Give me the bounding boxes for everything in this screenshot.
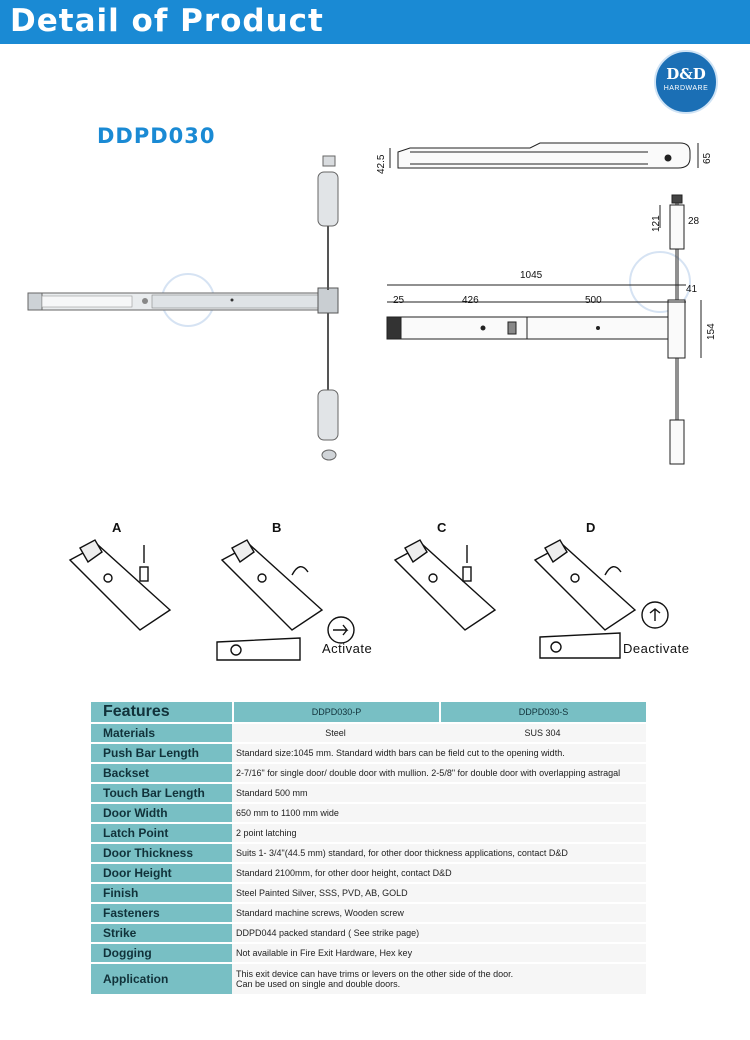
row-label: Backset xyxy=(91,764,232,782)
table-row xyxy=(91,764,646,782)
row-label: Push Bar Length xyxy=(91,744,232,762)
dim-seg-426: 426 xyxy=(462,295,479,306)
dim-top-height-left: 42.5 xyxy=(376,154,387,174)
table-row xyxy=(91,804,646,822)
table-row xyxy=(91,724,646,742)
row-value: Not available in Fire Exit Hardware, Hex key xyxy=(232,944,646,962)
row-value: Standard 500 mm xyxy=(232,784,646,802)
features-table xyxy=(91,700,646,996)
dim-head-41: 41 xyxy=(686,284,698,295)
row-label: Latch Point xyxy=(91,824,232,842)
row-value: Suits 1- 3/4"(44.5 mm) standard, for other door thickness applications, contact D&D xyxy=(232,844,646,862)
table-row xyxy=(91,744,646,762)
table-row xyxy=(91,964,646,994)
step-d-caption: Deactivate xyxy=(623,641,690,656)
row-value: Standard 2100mm, for other door height, contact D&D xyxy=(232,864,646,882)
row-label: Application xyxy=(91,964,232,994)
table-row xyxy=(91,884,646,902)
row-value xyxy=(232,964,646,994)
dim-rod-28: 28 xyxy=(688,216,700,227)
table-row xyxy=(91,824,646,842)
application-line-1: This exit device can have trims or levers on the other side of the door. xyxy=(236,969,514,979)
column-p: DDPD030-P xyxy=(232,702,439,722)
row-label: Strike xyxy=(91,924,232,942)
step-d-label: D xyxy=(586,520,596,535)
row-value: 650 mm to 1100 mm wide xyxy=(232,804,646,822)
page-title: Detail of Product xyxy=(10,3,324,39)
row-value-p: Steel xyxy=(232,724,439,742)
dim-end-25: 25 xyxy=(393,295,405,306)
step-a-label: A xyxy=(112,520,122,535)
row-label: Touch Bar Length xyxy=(91,784,232,802)
row-value: DDPD044 packed standard ( See strike page) xyxy=(232,924,646,942)
dim-top-height-right: 65 xyxy=(702,152,713,164)
product-model: DDPD030 xyxy=(97,124,216,148)
application-line-2: Can be used on single and double doors. xyxy=(236,979,401,989)
row-label: Door Height xyxy=(91,864,232,882)
row-label: Door Width xyxy=(91,804,232,822)
dim-rod-121: 121 xyxy=(651,215,662,232)
row-value-s: SUS 304 xyxy=(439,724,646,742)
features-header-row xyxy=(91,702,646,722)
row-value: 2-7/16" for single door/ double door with mullion. 2-5/8" for double door with overlapping astragal xyxy=(232,764,646,782)
step-c-illustration xyxy=(395,540,495,630)
table-row xyxy=(91,944,646,962)
row-value: 2 point latching xyxy=(232,824,646,842)
logo-sub-text: HARDWARE xyxy=(663,85,709,92)
row-value: Steel Painted Silver, SSS, PVD, AB, GOLD xyxy=(232,884,646,902)
table-row xyxy=(91,924,646,942)
column-s: DDPD030-S xyxy=(439,702,646,722)
dim-overall-length: 1045 xyxy=(520,270,543,281)
step-a-illustration xyxy=(70,540,170,630)
row-label: Dogging xyxy=(91,944,232,962)
table-row xyxy=(91,904,646,922)
table-row xyxy=(91,844,646,862)
row-label: Door Thickness xyxy=(91,844,232,862)
row-value: Standard size:1045 mm. Standard width bars can be field cut to the opening width. xyxy=(232,744,646,762)
row-label: Fasteners xyxy=(91,904,232,922)
step-c-label: C xyxy=(437,520,447,535)
logo-main-text: D&D xyxy=(666,65,706,83)
row-label: Finish xyxy=(91,884,232,902)
row-label: Materials xyxy=(91,724,232,742)
dim-touch-500: 500 xyxy=(585,295,602,306)
step-b-label: B xyxy=(272,520,282,535)
table-row xyxy=(91,864,646,882)
table-row xyxy=(91,784,646,802)
row-value: Standard machine screws, Wooden screw xyxy=(232,904,646,922)
dim-height-154: 154 xyxy=(706,323,717,340)
step-b-caption: Activate xyxy=(322,641,373,656)
features-title: Features xyxy=(91,702,232,722)
